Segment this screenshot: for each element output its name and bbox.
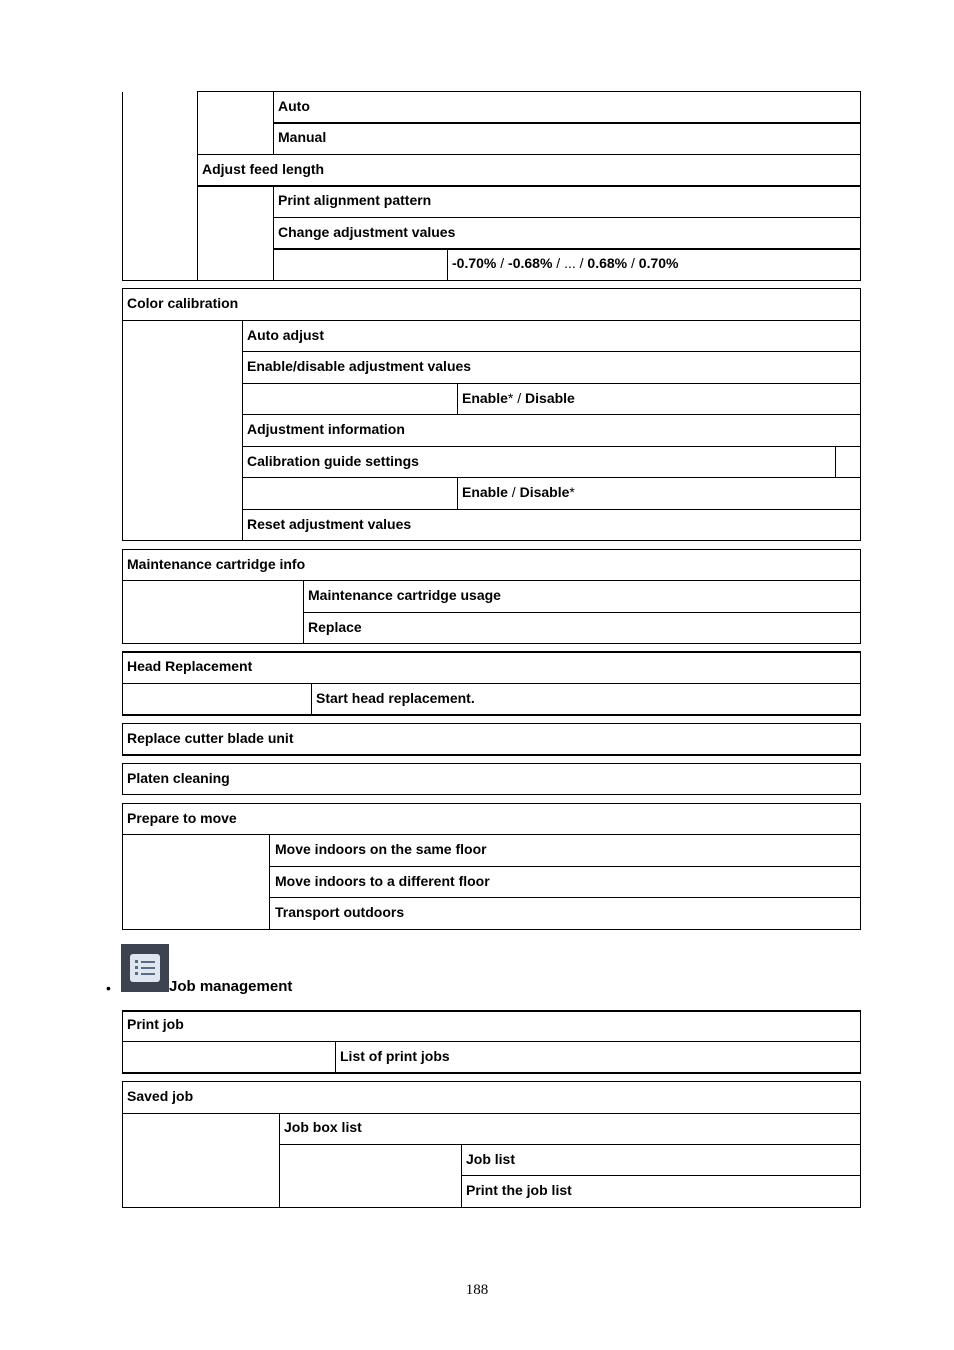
replace-cutter-blade-unit: Replace cutter blade unit bbox=[127, 730, 294, 746]
list-icon bbox=[121, 944, 169, 992]
platen-cleaning: Platen cleaning bbox=[127, 770, 230, 786]
page-number: 188 bbox=[465, 1282, 489, 1298]
print-job-title: Print job bbox=[127, 1016, 184, 1032]
adjustment-value-range: -0.70% / -0.68% / ... / 0.68% / 0.70% bbox=[452, 255, 679, 271]
manual-option: Manual bbox=[278, 129, 327, 145]
job-management-heading: Job management bbox=[169, 978, 293, 995]
enable-disable-option-2: Enable / Disable* bbox=[462, 484, 575, 500]
head-replacement-title: Head Replacement bbox=[127, 658, 253, 674]
move-same-floor: Move indoors on the same floor bbox=[275, 841, 487, 857]
change-adjustment-values: Change adjustment values bbox=[278, 224, 456, 240]
adjustment-information: Adjustment information bbox=[247, 421, 405, 437]
move-different-floor: Move indoors to a different floor bbox=[275, 873, 490, 889]
auto-adjust: Auto adjust bbox=[247, 327, 324, 343]
list-of-print-jobs: List of print jobs bbox=[340, 1048, 450, 1064]
print-alignment-pattern: Print alignment pattern bbox=[278, 192, 432, 208]
maintenance-cartridge-title: Maintenance cartridge info bbox=[127, 556, 306, 572]
start-head-replacement: Start head replacement. bbox=[316, 690, 475, 706]
transport-outdoors: Transport outdoors bbox=[275, 904, 405, 920]
calibration-guide-settings: Calibration guide settings bbox=[247, 453, 419, 469]
job-list: Job list bbox=[466, 1151, 516, 1167]
print-the-job-list: Print the job list bbox=[466, 1182, 572, 1198]
enable-disable-adjustment-values: Enable/disable adjustment values bbox=[247, 358, 472, 374]
job-box-list: Job box list bbox=[284, 1119, 362, 1135]
color-calibration-title: Color calibration bbox=[127, 295, 239, 311]
bullet: • bbox=[106, 980, 111, 996]
prepare-to-move-title: Prepare to move bbox=[127, 810, 237, 826]
saved-job-title: Saved job bbox=[127, 1088, 194, 1104]
adjust-feed-length: Adjust feed length bbox=[202, 161, 325, 177]
replace: Replace bbox=[308, 619, 362, 635]
enable-disable-option-1: Enable* / Disable bbox=[462, 390, 575, 406]
auto-option: Auto bbox=[278, 98, 310, 114]
maintenance-cartridge-usage: Maintenance cartridge usage bbox=[308, 587, 501, 603]
reset-adjustment-values: Reset adjustment values bbox=[247, 516, 412, 532]
